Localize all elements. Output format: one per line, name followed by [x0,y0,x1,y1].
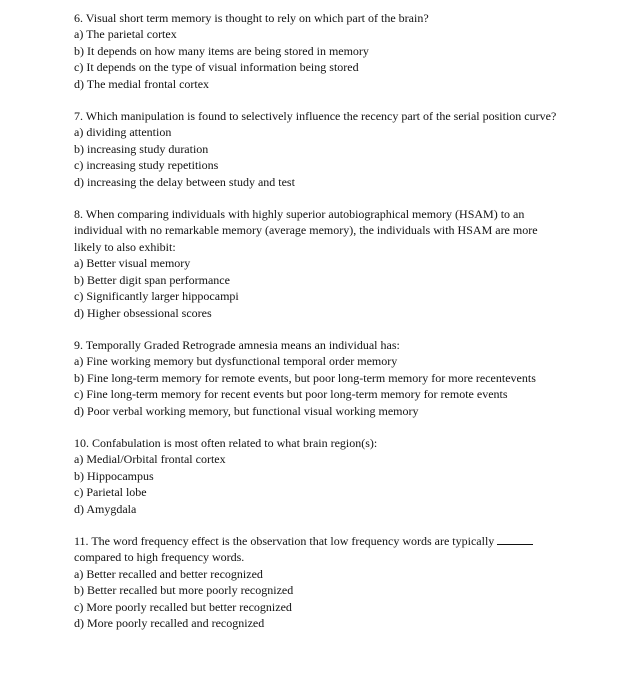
question-7 [74,108,564,190]
answer-option-a: a) dividing attention [74,125,172,140]
answer-option-d: d) increasing the delay between study and test [74,174,295,189]
question-10 [74,435,564,517]
answer-option-b: b) Better digit span performance [74,272,230,287]
answer-option-b: b) Fine long-term memory for remote events, but poor long-term memory for more recentevents [74,370,536,385]
answer-option-c: c) increasing study repetitions [74,158,219,173]
answer-option-b: b) Hippocampus [74,468,154,483]
answer-option-c: c) Fine long-term memory for recent events but poor long-term memory for remote events [74,387,508,402]
answer-option-b: b) Better recalled but more poorly recognized [74,583,294,598]
answer-option-d: d) More poorly recalled and recognized [74,616,265,630]
question-6 [74,10,564,92]
document-page [74,10,564,631]
answer-option-d: d) The medial frontal cortex [74,76,210,91]
answer-option-c: c) Significantly larger hippocampi [74,289,239,304]
answer-blank [497,534,533,545]
answer-option-a: a) The parietal cortex [74,27,177,42]
question-8 [74,206,564,321]
question-stem: 6. Visual short term memory is thought to rely on which part of the brain? [74,11,429,25]
answer-option-d: d) Higher obsessional scores [74,305,212,320]
question-9 [74,337,564,419]
answer-option-c: c) Parietal lobe [74,485,147,500]
question-11 [74,533,564,631]
question-stem: 9. Temporally Graded Retrograde amnesia means an individual has: [74,337,400,352]
answer-option-d: d) Amygdala [74,501,137,516]
question-stem [74,533,564,566]
answer-option-c: c) More poorly recalled but better recognized [74,599,292,614]
question-stem-before-blank: 11. The word frequency effect is the observation that low frequency words are typically [74,533,495,548]
question-stem: 7. Which manipulation is found to selectively influence the recency part of the serial position curve? [74,109,557,124]
question-stem-after-blank: compared to high frequency words. [74,550,245,565]
answer-option-a: a) Better recalled and better recognized [74,566,263,581]
answer-option-d: d) Poor verbal working memory, but functional visual working memory [74,403,419,418]
answer-option-a: a) Medial/Orbital frontal cortex [74,452,226,467]
answer-option-a: a) Better visual memory [74,256,191,271]
question-stem: 10. Confabulation is most often related to what brain region(s): [74,435,378,450]
answer-option-a: a) Fine working memory but dysfunctional temporal order memory [74,354,398,369]
answer-option-b: b) increasing study duration [74,141,209,156]
question-stem: 8. When comparing individuals with highly superior autobiographical memory (HSAM) to an individual with no remarkable memory (average memory), the individuals with HSAM are more likely to also exhibit: [74,207,538,254]
answer-option-b: b) It depends on how many items are being stored in memory [74,43,369,58]
answer-option-c: c) It depends on the type of visual information being stored [74,60,359,75]
